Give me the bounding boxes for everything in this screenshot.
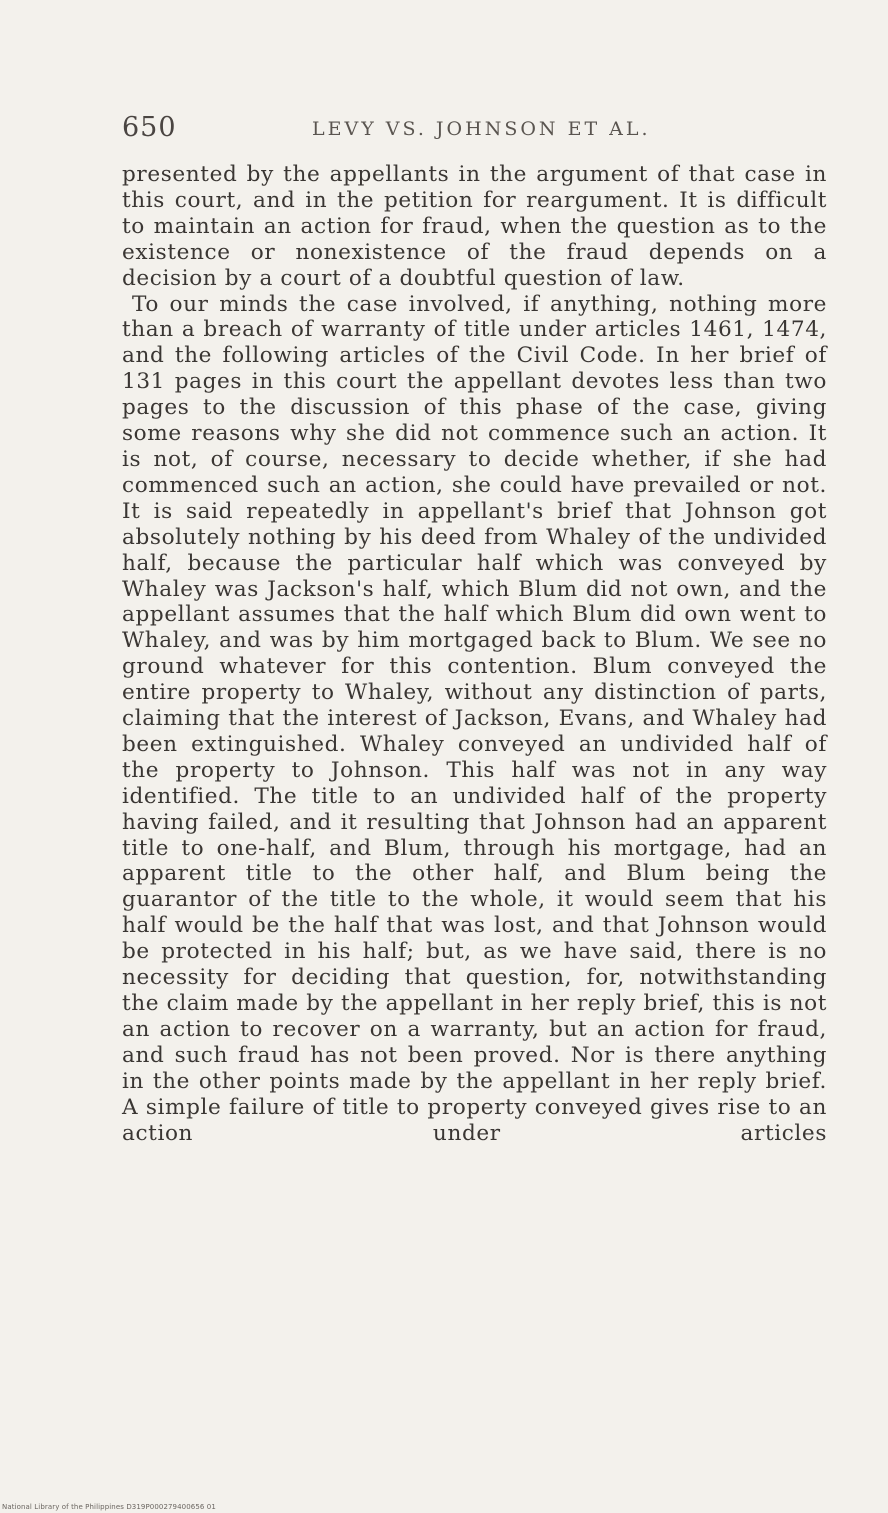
page-header (122, 112, 827, 152)
archive-footer: National Library of the Philippines D319P000279400656 01 (2, 1503, 216, 1511)
paragraph-1: presented by the appellants in the argument of that case in this court, and in the petition for reargument. It is difficult to maintain an action for fraud, when the question as to the existence or nonexistence of the fraud depends on a decision by a court of a doubtful question of law. (122, 162, 827, 291)
paragraph-2: To our minds the case involved, if anything, nothing more than a breach of warranty of title under articles 1461, 1474, and the following articles of the Civil Code. In her brief of 131 pages in this court the appellant devotes less than two pages to the discussion of this phase of the case, giving some reasons why she did not commence such an action. It is not, of course, necessary to decide whether, if she had commenced such an action, she could have prevailed or not. It is said repeatedly in appellant's brief that Johnson got absolutely nothing by his deed from Whaley of the undivided half, because the particular half which was conveyed by Whaley was Jackson's half, which Blum did not own, and the appellant assumes that the half which Blum did own went to Whaley, and was by him mortgaged back to Blum. We see no ground whatever for this contention. Blum conveyed the entire property to Whaley, without any distinction of parts, claiming that the interest of Jackson, Evans, and Whaley had been extinguished. Whaley conveyed an undivided half of the property to Johnson. This half was not in any way identified. The title to an undivided half of the property having failed, and it resulting that Johnson had an apparent title to one-half, and Blum, through his mortgage, had an apparent title to the other half, and Blum being the guarantor of the title to the whole, it would seem that his half would be the half that was lost, and that Johnson would be protected in his half; but, as we have said, there is no necessity for deciding that question, for, notwithstanding the claim made by the appellant in her reply brief, this is not an action to recover on a warranty, but an action for fraud, and such fraud has not been proved. Nor is there anything in the other points made by the appellant in her reply brief. A simple failure of title to property conveyed gives rise to an action under articles (122, 291, 827, 1146)
page-number: 650 (122, 112, 177, 143)
running-title: LEVY VS. JOHNSON ET AL. (312, 118, 651, 140)
body-text (122, 162, 827, 1146)
